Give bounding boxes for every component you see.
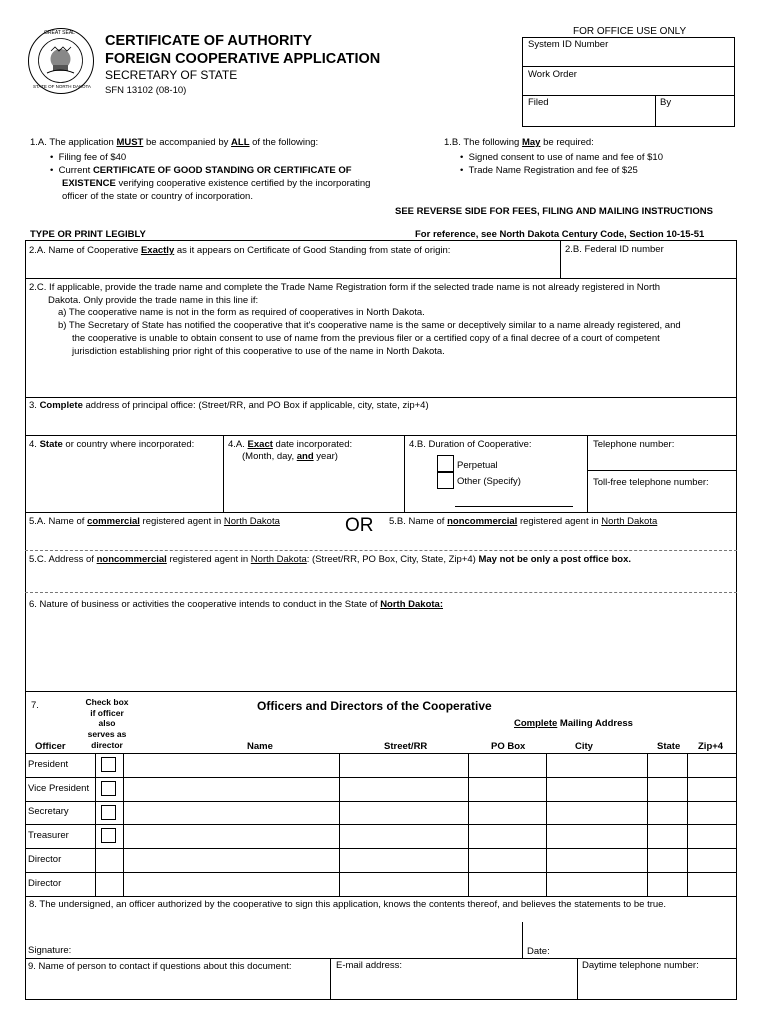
officer-row-treasurer: Treasurer: [28, 830, 69, 841]
officer-row-director-2: Director: [28, 878, 62, 889]
treasurer-director-checkbox[interactable]: [101, 828, 116, 843]
form-subtitle: SECRETARY OF STATE: [105, 68, 238, 82]
federal-id-input[interactable]: [561, 258, 736, 277]
email-input[interactable]: [331, 975, 576, 998]
field-4-label: 4. State or country where incorporated:: [29, 439, 195, 450]
noncommercial-agent-address-input[interactable]: [26, 567, 736, 591]
officers-title: Officers and Directors of the Cooperative: [257, 699, 492, 713]
secretary-director-checkbox[interactable]: [101, 805, 116, 820]
signature-label: Signature:: [28, 945, 72, 956]
seal-emblem-icon: [29, 29, 92, 92]
cooperative-name-input[interactable]: [26, 258, 559, 277]
field-4a-hint: (Month, day, and year): [242, 451, 338, 462]
commercial-agent-input[interactable]: [26, 530, 341, 549]
type-print-note: TYPE OR PRINT LEGIBLY: [30, 229, 146, 240]
col-name: Name: [247, 741, 273, 752]
email-label: E-mail address:: [336, 960, 402, 971]
intro-1b: 1.B. The following May be required:: [444, 137, 594, 148]
other-duration-line[interactable]: [455, 506, 573, 507]
or-divider: OR: [345, 515, 374, 536]
tollfree-label: Toll-free telephone number:: [593, 477, 709, 488]
daytime-phone-input[interactable]: [578, 975, 736, 998]
business-nature-input[interactable]: [26, 612, 736, 690]
field-4a-label: 4.A. Exact date incorporated:: [228, 439, 353, 450]
field-2c-line6: jurisdiction establishing prior right of this cooperative to use of the name in North Dakota.: [72, 346, 445, 357]
intro-1b-item-2: • Trade Name Registration and fee of $25: [460, 165, 638, 176]
intro-1a: 1.A. The application MUST be accompanied by ALL of the following:: [30, 137, 319, 148]
officer-row-vice-president: Vice President: [28, 783, 90, 794]
officer-row-secretary: Secretary: [28, 806, 69, 817]
field-2a-label: 2.A. Name of Cooperative Exactly as it appears on Certificate of Good Standing from state of origin:: [29, 245, 451, 256]
officer-row-president: President: [28, 759, 69, 770]
col-city: City: [575, 741, 593, 752]
intro-1a-item-1: • Filing fee of $40: [50, 152, 127, 163]
form-title-1: CERTIFICATE OF AUTHORITY: [105, 33, 313, 49]
officer-row-director-1: Director: [28, 854, 62, 865]
filed-label: Filed: [528, 97, 549, 108]
field-4b-label: 4.B. Duration of Cooperative:: [409, 439, 532, 450]
principal-office-address-input[interactable]: [26, 413, 736, 434]
seal-text-bottom: STATE OF NORTH DAKOTA: [33, 84, 91, 89]
contact-person-input[interactable]: [26, 975, 329, 998]
check-box-header: Check box if officer also serves as director: [85, 697, 129, 750]
noncommercial-agent-input[interactable]: [385, 530, 736, 549]
see-reverse-note: SEE REVERSE SIDE FOR FEES, FILING AND MAILING INSTRUCTIONS: [395, 206, 713, 217]
tollfree-input[interactable]: [588, 491, 736, 511]
field-2c-line4: b) The Secretary of State has notified the cooperative that it's cooperative name is the same or deceptively similar to a name already registered, and: [58, 320, 681, 331]
field-2c-line5: the cooperative is unable to obtain consent to use of name from the previous filer or a certified copy of a final decree of a court of competent: [72, 333, 660, 344]
telephone-label: Telephone number:: [593, 439, 675, 450]
state-incorporated-input[interactable]: [26, 452, 222, 510]
date-incorporated-input[interactable]: [224, 466, 403, 510]
by-label: By: [660, 97, 672, 108]
perpetual-label: Perpetual: [457, 460, 498, 471]
signature-field[interactable]: [80, 940, 520, 957]
field-2c-line3: a) The cooperative name is not in the form as required of cooperatives in North Dakota.: [58, 307, 425, 318]
col-officer: Officer: [35, 741, 66, 752]
field-2c-line1: 2.C. If applicable, provide the trade name and complete the Trade Name Registration form if the selected trade name is not already registered in North: [29, 282, 661, 293]
perpetual-checkbox[interactable]: [437, 455, 454, 472]
field-3-label: 3. Complete address of principal office: (Street/RR, and PO Box if applicable, city, state, zip+4): [29, 400, 429, 411]
daytime-phone-label: Daytime telephone number:: [582, 960, 699, 971]
president-director-checkbox[interactable]: [101, 757, 116, 772]
mailing-address-heading: Complete Mailing Address: [514, 718, 633, 729]
col-pobox: PO Box: [491, 741, 526, 752]
field-2c-line2: Dakota. Only provide the trade name in this line if:: [48, 295, 259, 306]
other-duration-checkbox[interactable]: [437, 472, 454, 489]
intro-1a-item-2: • Current CERTIFICATE OF GOOD STANDING OR CERTIFICATE OF: [50, 165, 352, 176]
form-number: SFN 13102 (08-10): [105, 85, 187, 96]
field-8-statement: 8. The undersigned, an officer authorized by the cooperative to sign this application, knows the contents thereof, and believes the statements to be true.: [29, 899, 667, 910]
contact-person-label: 9. Name of person to contact if questions about this document:: [28, 961, 292, 972]
field-6-label: 6. Nature of business or activities the cooperative intends to conduct in the State of North Dakota:: [29, 599, 443, 610]
intro-1a-item-2-cont2: officer of the state or country of incorporation.: [62, 191, 253, 202]
date-label: Date:: [527, 946, 550, 957]
field-5a-label: 5.A. Name of commercial registered agent in North Dakota: [29, 516, 280, 527]
field-5c-label: 5.C. Address of noncommercial registered agent in North Dakota: (Street/RR, PO Box, City, State, Zip+4) May not be only a post office box.: [29, 554, 631, 565]
reference-note: For reference, see North Dakota Century Code, Section 10-15-51: [415, 229, 705, 240]
office-use-heading: FOR OFFICE USE ONLY: [573, 26, 687, 37]
other-duration-label: Other (Specify): [457, 476, 521, 487]
vice-president-director-checkbox[interactable]: [101, 781, 116, 796]
intro-1a-item-2-cont: EXISTENCE verifying cooperative existence certified by the incorporating: [62, 178, 371, 189]
intro-1b-item-1: • Signed consent to use of name and fee of $10: [460, 152, 663, 163]
field-7-number: 7.: [31, 700, 39, 711]
trade-name-input[interactable]: [26, 360, 736, 396]
signature-date-field[interactable]: [555, 940, 735, 957]
form-title-2: FOREIGN COOPERATIVE APPLICATION: [105, 51, 381, 67]
field-2b-label: 2.B. Federal ID number: [565, 244, 664, 255]
work-order-label: Work Order: [528, 69, 577, 80]
field-5b-label: 5.B. Name of noncommercial registered agent in North Dakota: [389, 516, 658, 527]
seal-text-top: GREAT SEAL: [44, 30, 75, 36]
col-state: State: [657, 741, 681, 752]
telephone-input[interactable]: [588, 452, 736, 469]
col-zip: Zip+4: [698, 741, 724, 752]
system-id-label: System ID Number: [528, 39, 609, 50]
col-street: Street/RR: [384, 741, 428, 752]
